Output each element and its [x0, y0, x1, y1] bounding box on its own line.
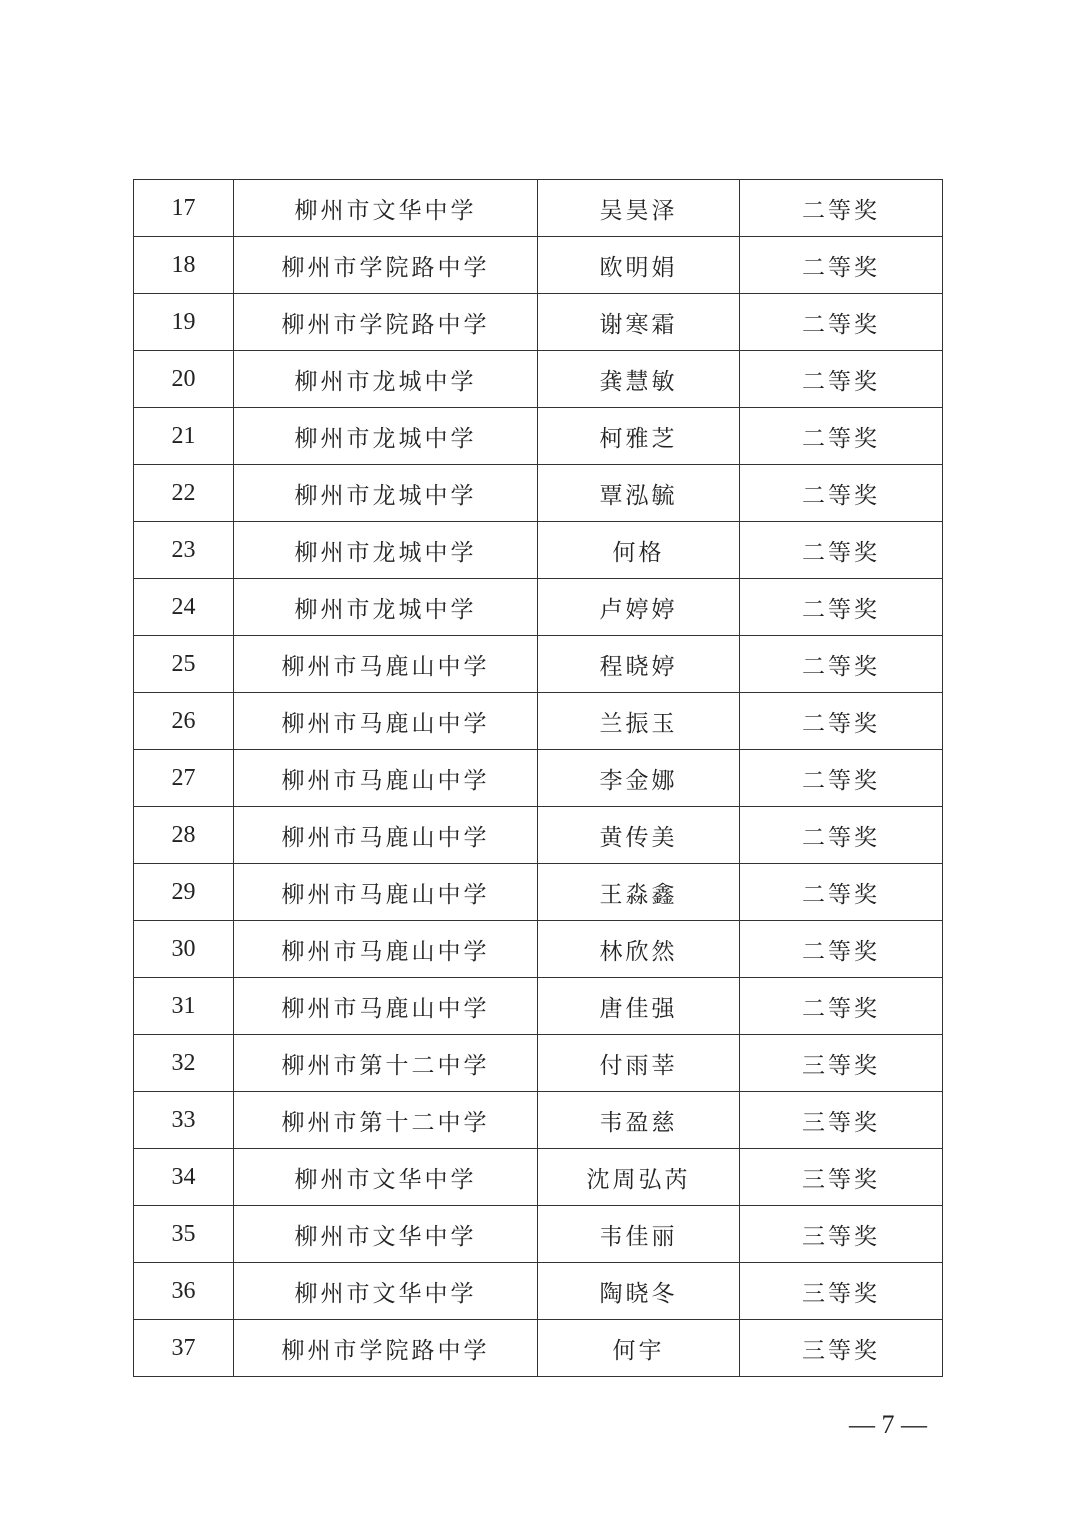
table-row — [134, 864, 943, 921]
award-cell: 三等奖 — [740, 1263, 943, 1320]
student-name-cell: 何宇 — [538, 1320, 740, 1377]
table-row — [134, 351, 943, 408]
student-name-cell: 付雨莘 — [538, 1035, 740, 1092]
student-name-cell: 王淼鑫 — [538, 864, 740, 921]
school-cell: 柳州市马鹿山中学 — [234, 750, 538, 807]
row-number-cell: 24 — [134, 579, 234, 636]
award-cell: 三等奖 — [740, 1320, 943, 1377]
award-cell: 二等奖 — [740, 180, 943, 237]
student-name-cell: 唐佳强 — [538, 978, 740, 1035]
award-table-body — [134, 180, 943, 1377]
student-name-cell: 龚慧敏 — [538, 351, 740, 408]
award-cell: 二等奖 — [740, 351, 943, 408]
award-cell: 二等奖 — [740, 864, 943, 921]
award-cell: 二等奖 — [740, 294, 943, 351]
school-cell: 柳州市龙城中学 — [234, 408, 538, 465]
school-cell: 柳州市马鹿山中学 — [234, 864, 538, 921]
student-name-cell: 程晓婷 — [538, 636, 740, 693]
row-number-cell: 30 — [134, 921, 234, 978]
school-cell: 柳州市马鹿山中学 — [234, 636, 538, 693]
school-cell: 柳州市马鹿山中学 — [234, 807, 538, 864]
award-cell: 二等奖 — [740, 465, 943, 522]
table-row — [134, 807, 943, 864]
school-cell: 柳州市第十二中学 — [234, 1092, 538, 1149]
row-number-cell: 18 — [134, 237, 234, 294]
school-cell: 柳州市龙城中学 — [234, 522, 538, 579]
school-cell: 柳州市学院路中学 — [234, 294, 538, 351]
school-cell: 柳州市龙城中学 — [234, 465, 538, 522]
school-cell: 柳州市文华中学 — [234, 1263, 538, 1320]
table-row — [134, 294, 943, 351]
row-number-cell: 28 — [134, 807, 234, 864]
row-number-cell: 26 — [134, 693, 234, 750]
table-row — [134, 180, 943, 237]
award-cell: 二等奖 — [740, 693, 943, 750]
row-number-cell: 27 — [134, 750, 234, 807]
award-cell: 三等奖 — [740, 1092, 943, 1149]
row-number-cell: 29 — [134, 864, 234, 921]
student-name-cell: 柯雅芝 — [538, 408, 740, 465]
row-number-cell: 34 — [134, 1149, 234, 1206]
student-name-cell: 林欣然 — [538, 921, 740, 978]
award-cell: 三等奖 — [740, 1206, 943, 1263]
row-number-cell: 37 — [134, 1320, 234, 1377]
award-cell: 二等奖 — [740, 921, 943, 978]
table-row — [134, 408, 943, 465]
student-name-cell: 卢婷婷 — [538, 579, 740, 636]
award-cell: 二等奖 — [740, 978, 943, 1035]
student-name-cell: 吴昊泽 — [538, 180, 740, 237]
student-name-cell: 覃泓毓 — [538, 465, 740, 522]
student-name-cell: 黄传美 — [538, 807, 740, 864]
student-name-cell: 韦佳丽 — [538, 1206, 740, 1263]
row-number-cell: 25 — [134, 636, 234, 693]
school-cell: 柳州市龙城中学 — [234, 579, 538, 636]
award-cell: 二等奖 — [740, 636, 943, 693]
student-name-cell: 谢寒霜 — [538, 294, 740, 351]
table-row — [134, 636, 943, 693]
table-row — [134, 1035, 943, 1092]
award-cell: 二等奖 — [740, 522, 943, 579]
school-cell: 柳州市第十二中学 — [234, 1035, 538, 1092]
school-cell: 柳州市文华中学 — [234, 1149, 538, 1206]
school-cell: 柳州市文华中学 — [234, 180, 538, 237]
award-cell: 二等奖 — [740, 750, 943, 807]
table-row — [134, 579, 943, 636]
row-number-cell: 21 — [134, 408, 234, 465]
table-row — [134, 1320, 943, 1377]
table-row — [134, 1092, 943, 1149]
award-table — [133, 179, 943, 1377]
page-number: — 7 — — [849, 1410, 927, 1439]
table-row — [134, 1263, 943, 1320]
table-row — [134, 750, 943, 807]
school-cell: 柳州市龙城中学 — [234, 351, 538, 408]
table-row — [134, 978, 943, 1035]
school-cell: 柳州市马鹿山中学 — [234, 693, 538, 750]
row-number-cell: 31 — [134, 978, 234, 1035]
table-row — [134, 522, 943, 579]
table-row — [134, 237, 943, 294]
school-cell: 柳州市学院路中学 — [234, 237, 538, 294]
award-cell: 三等奖 — [740, 1149, 943, 1206]
table-row — [134, 921, 943, 978]
row-number-cell: 17 — [134, 180, 234, 237]
row-number-cell: 36 — [134, 1263, 234, 1320]
award-cell: 三等奖 — [740, 1035, 943, 1092]
table-row — [134, 693, 943, 750]
student-name-cell: 韦盈慈 — [538, 1092, 740, 1149]
student-name-cell: 欧明娟 — [538, 237, 740, 294]
award-cell: 二等奖 — [740, 807, 943, 864]
table-row — [134, 465, 943, 522]
student-name-cell: 兰振玉 — [538, 693, 740, 750]
row-number-cell: 23 — [134, 522, 234, 579]
school-cell: 柳州市马鹿山中学 — [234, 921, 538, 978]
row-number-cell: 32 — [134, 1035, 234, 1092]
row-number-cell: 35 — [134, 1206, 234, 1263]
school-cell: 柳州市学院路中学 — [234, 1320, 538, 1377]
student-name-cell: 李金娜 — [538, 750, 740, 807]
row-number-cell: 22 — [134, 465, 234, 522]
school-cell: 柳州市马鹿山中学 — [234, 978, 538, 1035]
award-cell: 二等奖 — [740, 408, 943, 465]
row-number-cell: 33 — [134, 1092, 234, 1149]
table-row — [134, 1206, 943, 1263]
school-cell: 柳州市文华中学 — [234, 1206, 538, 1263]
award-cell: 二等奖 — [740, 237, 943, 294]
row-number-cell: 20 — [134, 351, 234, 408]
student-name-cell: 何格 — [538, 522, 740, 579]
row-number-cell: 19 — [134, 294, 234, 351]
award-cell: 二等奖 — [740, 579, 943, 636]
student-name-cell: 沈周弘芮 — [538, 1149, 740, 1206]
table-row — [134, 1149, 943, 1206]
student-name-cell: 陶晓冬 — [538, 1263, 740, 1320]
